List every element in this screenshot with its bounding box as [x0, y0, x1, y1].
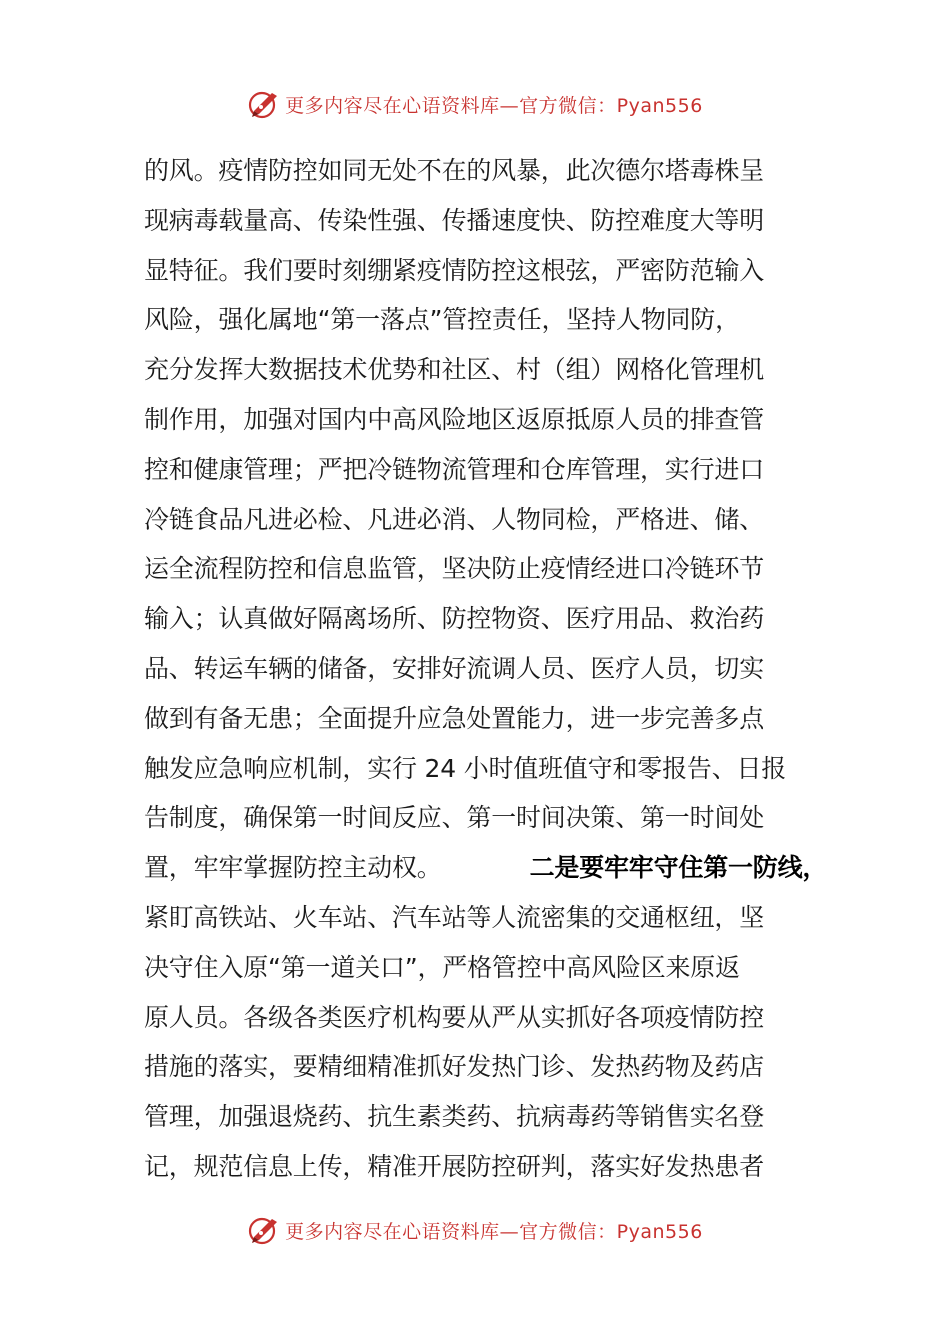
document-body: [144, 146, 828, 1192]
text-line-10: 输入；认真做好隔离场所、防控物资、医疗用品、救治药: [144, 604, 765, 634]
text-line-14: 告制度，确保第一时间反应、第一时间决策、第一时间处: [144, 803, 765, 833]
text-line-16: 紧盯高铁站、火车站、汽车站等人流密集的交通枢纽，坚: [144, 902, 765, 932]
text-line-20: 管理，加强退烧药、抗生素类药、抗病毒药等销售实名登: [144, 1102, 765, 1132]
text-line-11: 品、转运车辆的储备，安排好流调人员、医疗人员，切实: [144, 653, 765, 683]
text-line-5: 充分发挥大数据技术优势和社区、村（组）网格化管理机: [144, 355, 765, 385]
text-line-18: 原人员。各级各类医疗机构要从严从实抓好各项疫情防控: [144, 1002, 765, 1032]
header-banner: [0, 84, 950, 124]
text-line-9: 运全流程防控和信息监管，坚决防止疫情经进口冷链环节: [144, 554, 765, 584]
footer-wechat-text: 官方微信：Pyan556: [519, 1220, 703, 1243]
footer-banner: [0, 1210, 950, 1250]
text-line-13: 触发应急响应机制，实行 24 小时值班值守和零报告、日报: [144, 753, 787, 783]
footer-dash: —: [499, 1220, 520, 1243]
text-line-15: [144, 843, 828, 893]
text-line-21: 记，规范信息上传，精准开展防控研判，落实好发热患者: [144, 1151, 765, 1181]
text-line-7: 控和健康管理；严把冷链物流管理和仓库管理，实行进口: [144, 454, 765, 484]
header-wechat-text: 官方微信：Pyan556: [519, 94, 703, 117]
header-site-text: 更多内容尽在心语资料库: [285, 94, 500, 117]
section-heading-second: 二是要牢牢守住第一防线，: [529, 853, 828, 883]
text-line-19: 措施的落实，要精细精准抓好发热门诊、发热药物及药店: [144, 1052, 765, 1082]
text-line-17: 决守住入原“第一道关口”，严格管控中高风险区来原返: [144, 952, 740, 982]
footer-site-text: 更多内容尽在心语资料库: [285, 1220, 500, 1243]
text-line-4: 风险，强化属地“第一落点”管控责任，坚持人物同防，: [144, 305, 740, 335]
pen-logo-icon: [247, 87, 281, 121]
text-line-12: 做到有备无患；全面提升应急处置能力，进一步完善多点: [144, 703, 765, 733]
text-line-3: 显特征。我们要时刻绷紧疫情防控这根弦，严密防范输入: [144, 255, 765, 285]
text-line-6: 制作用，加强对国内中高风险地区返原抵原人员的排查管: [144, 404, 765, 434]
line-15-normal: 置，牢牢掌握防控主动权。: [144, 853, 442, 883]
text-line-2: 现病毒载量高、传染性强、传播速度快、防控难度大等明: [144, 205, 765, 235]
pen-logo-icon: [247, 1213, 281, 1247]
header-dash: —: [499, 94, 520, 117]
text-line-1: 的风。疫情防控如同无处不在的风暴，此次德尔塔毒株呈: [144, 156, 765, 185]
text-line-8: 冷链食品凡进必检、凡进必消、人物同检，严格进、储、: [144, 504, 765, 534]
